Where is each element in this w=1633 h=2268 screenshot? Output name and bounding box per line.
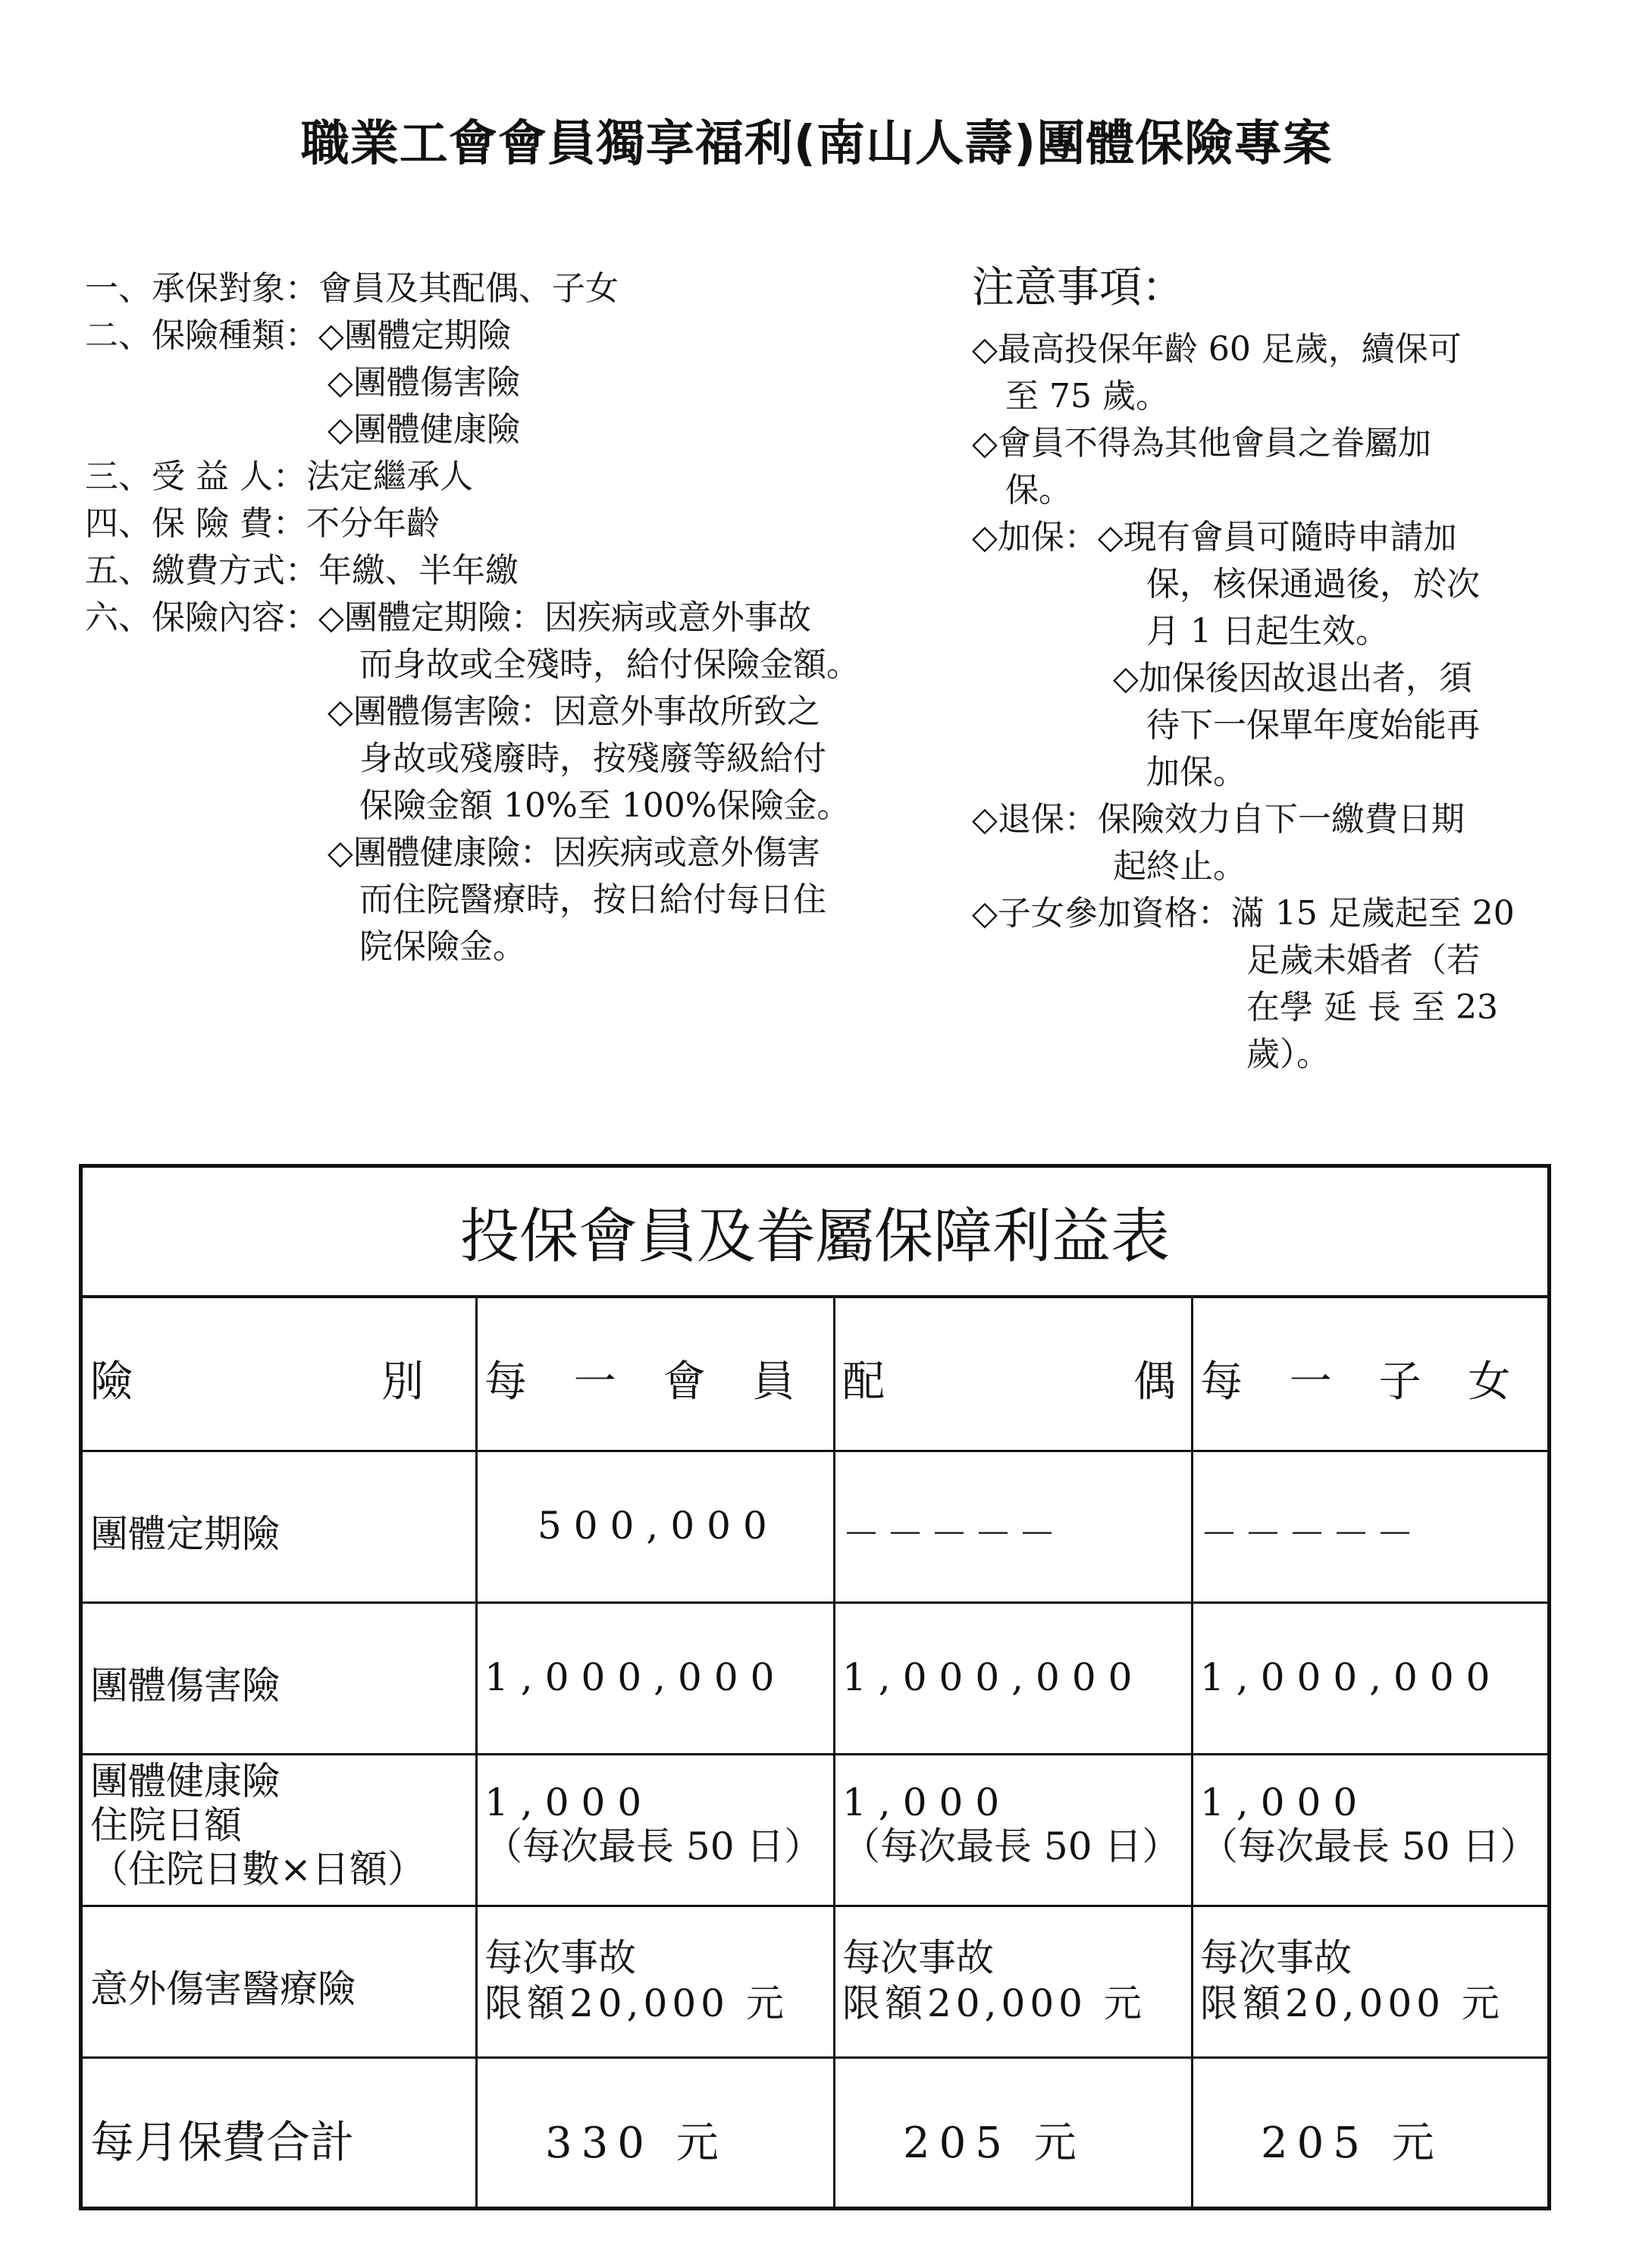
row-term-label: 團體定期險 [90,1512,280,1556]
row-health-spouse-amount: 1,000 [842,1780,1012,1824]
coverage-health-detail-2: 院保險金。 [359,927,526,966]
table-rule [1191,1298,1193,2207]
row-medical-child-1: 每次事故 [1200,1936,1352,1980]
note-child-eligibility-cont-2: 在學 延 長 至 23 [1246,988,1498,1027]
table-rule [83,1601,1547,1604]
header-spouse: 配 偶 [842,1357,1206,1407]
table-caption: 投保會員及眷屬保障利益表 [83,1168,1547,1298]
row-medical-spouse-2: 限額20,000 元 [842,1981,1146,2025]
coverage-accident: ◇團體傷害險：因意外事故所致之 [328,692,820,731]
note-member-dependent: ◇會員不得為其他會員之眷屬加 [972,424,1431,463]
row-total-label: 每月保費合計 [90,2116,355,2168]
row-total-child: 205 元 [1261,2119,1443,2168]
row-total-member: 330 元 [545,2119,728,2168]
summary-type-accident: ◇團體傷害險 [328,363,520,402]
row-medical-child [1200,1935,1504,2026]
summary-item-payment: 五、繳費方式：年繳、半年繳 [85,551,519,590]
row-medical-member [484,1935,788,2026]
row-health-child-note: （每次最長 50 日） [1200,1824,1538,1868]
note-child-eligibility-cont-1: 足歲未婚者（若 [1246,941,1480,980]
row-health-child-amount: 1,000 [1200,1780,1370,1824]
summary-item-type: 二、保險種類：◇團體定期險 [85,316,511,355]
note-max-age-cont: 至 75 歲。 [1005,377,1169,416]
row-term-member: 500,000 [538,1504,779,1548]
coverage-accident-detail-1: 身故或殘廢時，按殘廢等級給付 [359,739,826,778]
notes-title: 注意事項： [972,263,1184,312]
page-title: 職業工會會員獨享福利(南山人壽)團體保險專案 [300,116,1333,172]
row-accident-spouse: 1,000,000 [842,1655,1145,1699]
summary-item-coverage: 六、保險內容：◇團體定期險：因疾病或意外事故 [85,598,811,637]
summary-item-insured: 一、承保對象：會員及其配偶、子女 [85,269,619,308]
coverage-health-detail-1: 而住院醫療時，按日給付每日住 [359,880,826,919]
table-rule [475,1298,478,2207]
header-child: 每 一 子 女 [1200,1357,1528,1407]
row-medical-spouse [842,1935,1146,2026]
note-child-eligibility: ◇子女參加資格：滿 15 足歲起至 20 [972,894,1515,933]
table-rule [83,1753,1547,1755]
note-enroll-withdraw-cont-2: 加保。 [1146,753,1246,792]
coverage-term-detail: 而身故或全殘時，給付保險金額。 [359,645,860,684]
table-rule [83,1905,1547,1907]
row-medical-member-1: 每次事故 [484,1936,636,1980]
table-rule [83,2056,1547,2059]
row-health-label-1: 團體健康險 [90,1759,280,1803]
row-medical-label: 意外傷害醫療險 [90,1967,356,2011]
row-term-child: －－－－－ [1200,1512,1420,1556]
header-member: 每 一 會 員 [484,1357,812,1407]
note-cancel-cont: 起終止。 [1113,847,1246,886]
row-health-member-amount: 1,000 [484,1780,654,1824]
coverage-accident-detail-2: 保險金額 10%至 100%保險金。 [359,786,851,825]
note-max-age: ◇最高投保年齡 60 足歲，續保可 [972,330,1462,369]
row-medical-member-2: 限額20,000 元 [484,1981,788,2025]
row-accident-label: 團體傷害險 [90,1664,280,1708]
row-health-label-2: 住院日額 [90,1803,242,1847]
row-accident-child: 1,000,000 [1200,1655,1503,1699]
row-health-member-note: （每次最長 50 日） [484,1824,823,1868]
coverage-health: ◇團體健康險：因疾病或意外傷害 [328,833,820,872]
table-rule [83,1450,1547,1452]
note-child-eligibility-cont-3: 歲）。 [1246,1035,1330,1074]
row-accident-member: 1,000,000 [484,1655,787,1699]
row-health-label-3: （住院日數×日額） [90,1847,425,1891]
row-medical-spouse-1: 每次事故 [842,1936,994,1980]
note-cancel: ◇退保：保險效力自下一繳費日期 [972,800,1465,839]
row-health-member [484,1780,822,1868]
benefit-table [79,1164,1551,2210]
summary-item-premium: 四、保 險 費：不分年齡 [85,504,440,543]
note-enroll-withdraw-cont-1: 待下一保單年度始能再 [1146,706,1480,745]
row-medical-child-2: 限額20,000 元 [1200,1981,1504,2025]
note-enroll: ◇加保：◇現有會員可隨時申請加 [972,518,1457,557]
row-total-spouse: 205 元 [903,2119,1086,2168]
row-term-spouse: －－－－－ [842,1512,1062,1556]
note-enroll-cont-1: 保，核保通過後，於次 [1146,565,1480,604]
row-health-spouse [842,1780,1180,1868]
row-health-spouse-note: （每次最長 50 日） [842,1824,1180,1868]
note-enroll-withdraw: ◇加保後因故退出者，須 [1113,659,1472,698]
summary-type-health: ◇團體健康險 [328,410,520,449]
row-health-child [1200,1780,1537,1868]
summary-item-beneficiary: 三、受 益 人：法定繼承人 [85,457,473,496]
header-type: 險 別 [90,1357,454,1407]
note-member-dependent-cont: 保。 [1005,471,1072,510]
note-enroll-cont-2: 月 1 日起生效。 [1146,612,1389,651]
row-health-label [90,1759,425,1891]
table-rule [833,1298,835,2207]
